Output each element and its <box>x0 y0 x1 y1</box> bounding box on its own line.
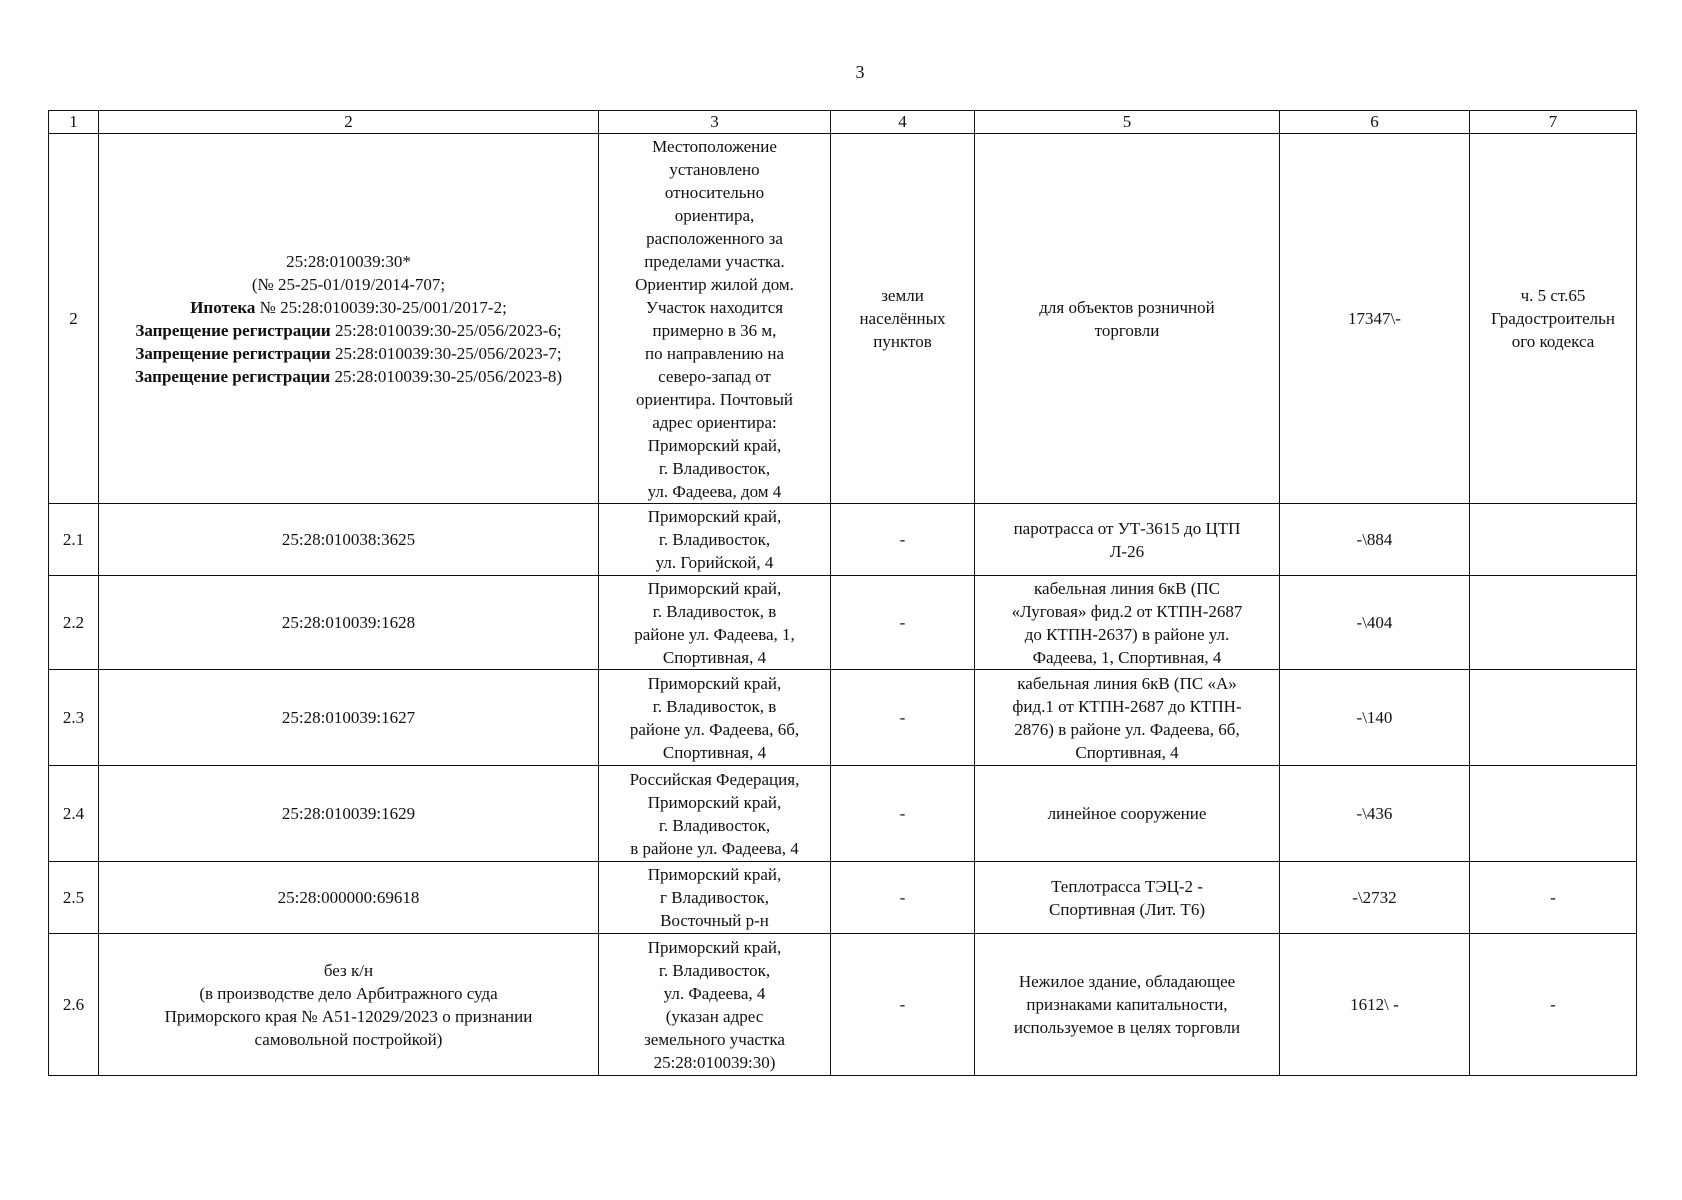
cadastral-number-cell: 25:28:010039:1629 <box>99 766 599 862</box>
area-cell: -\404 <box>1280 576 1470 670</box>
row-number: 2.6 <box>49 934 99 1076</box>
area-cell: -\2732 <box>1280 862 1470 934</box>
permitted-use-cell: кабельная линия 6кВ (ПС «А» фид.1 от КТПН-2687 до КТПН- 2876) в районе ул. Фадеева, 6б, Спортивная, 4 <box>975 670 1280 766</box>
col-header-6: 6 <box>1280 111 1470 134</box>
col-header-1: 1 <box>49 111 99 134</box>
row-number: 2.4 <box>49 766 99 862</box>
cadastral-number-cell: 25:28:000000:69618 <box>99 862 599 934</box>
cadastral-number-cell: 25:28:010039:1628 <box>99 576 599 670</box>
basis-cell: ч. 5 ст.65 Градостроительн ого кодекса <box>1470 134 1637 504</box>
col-header-5: 5 <box>975 111 1280 134</box>
parcel-text: 25:28:010039:30-25/056/2023-7; <box>330 343 562 363</box>
cadastral-number-cell: 25:28:010038:3625 <box>99 504 599 576</box>
area-cell: 1612\ - <box>1280 934 1470 1076</box>
encumbrance-label: Запрещение регистрации <box>135 320 331 340</box>
table-row <box>49 934 1637 1076</box>
land-category-cell: земли населённых пунктов <box>831 134 975 504</box>
location-cell: Приморский край, г. Владивосток, ул. Фадеева, 4 (указан адрес земельного участка 25:28:010039:30) <box>599 934 831 1076</box>
land-category-cell: - <box>831 934 975 1076</box>
area-cell: 17347\- <box>1280 134 1470 504</box>
table-row <box>49 862 1637 934</box>
col-header-2: 2 <box>99 111 599 134</box>
basis-cell <box>1470 766 1637 862</box>
area-cell: -\436 <box>1280 766 1470 862</box>
page-number: 3 <box>855 62 865 82</box>
land-parcels-table <box>48 110 1637 1076</box>
area-cell: -\140 <box>1280 670 1470 766</box>
cadastral-number-cell: 25:28:010039:1627 <box>99 670 599 766</box>
parcel-text: 25:28:010039:30-25/056/2023-6; <box>330 320 562 340</box>
basis-cell: - <box>1470 934 1637 1076</box>
col-header-7: 7 <box>1470 111 1637 134</box>
permitted-use-cell: для объектов розничной торговли <box>975 134 1280 504</box>
basis-cell: - <box>1470 862 1637 934</box>
cadastral-number-cell <box>99 134 599 504</box>
table-row <box>49 766 1637 862</box>
area-cell: -\884 <box>1280 504 1470 576</box>
table-row <box>49 670 1637 766</box>
location-cell: Местоположение установлено относительно ориентира, расположенного за пределами участка. Ориентир жилой дом. Участок находится примерно в 36 м, по направлению на северо-запад от ориентира. Почтовый адрес ориентира: Приморский край, г. Владивосток, ул. Фадеева, дом 4 <box>599 134 831 504</box>
row-number: 2.3 <box>49 670 99 766</box>
table-row <box>49 504 1637 576</box>
permitted-use-cell: паротрасса от УТ-3615 до ЦТП Л-26 <box>975 504 1280 576</box>
cadastral-number-cell: без к/н (в производстве дело Арбитражного суда Приморского края № А51-12029/2023 о признании самовольной постройкой) <box>99 934 599 1076</box>
parcel-text: 25:28:010039:30-25/056/2023-8) <box>330 366 563 386</box>
land-category-cell: - <box>831 576 975 670</box>
encumbrance-label: Ипотека <box>190 297 256 317</box>
permitted-use-cell: кабельная линия 6кВ (ПС «Луговая» фид.2 от КТПН-2687 до КТПН-2637) в районе ул. Фадеева, 1, Спортивная, 4 <box>975 576 1280 670</box>
basis-cell <box>1470 504 1637 576</box>
encumbrance-label: Запрещение регистрации <box>134 366 331 386</box>
parcel-text: № 25:28:010039:30-25/001/2017-2; <box>259 297 507 317</box>
location-cell: Приморский край, г. Владивосток, в районе ул. Фадеева, 1, Спортивная, 4 <box>599 576 831 670</box>
row-number: 2.2 <box>49 576 99 670</box>
basis-cell <box>1470 576 1637 670</box>
row-number: 2 <box>49 134 99 504</box>
col-header-3: 3 <box>599 111 831 134</box>
permitted-use-cell: Нежилое здание, обладающее признаками капитальности, используемое в целях торговли <box>975 934 1280 1076</box>
land-category-cell: - <box>831 766 975 862</box>
header-row <box>49 111 1637 134</box>
permitted-use-cell: Теплотрасса ТЭЦ-2 - Спортивная (Лит. Т6) <box>975 862 1280 934</box>
location-cell: Приморский край, г Владивосток, Восточный р-н <box>599 862 831 934</box>
table-row <box>49 576 1637 670</box>
basis-cell <box>1470 670 1637 766</box>
row-number: 2.5 <box>49 862 99 934</box>
permitted-use-cell: линейное сооружение <box>975 766 1280 862</box>
table-row <box>49 134 1637 504</box>
land-category-cell: - <box>831 670 975 766</box>
row-number: 2.1 <box>49 504 99 576</box>
col-header-4: 4 <box>831 111 975 134</box>
parcel-text: 25:28:010039:30* (№ 25-25-01/019/2014-707; <box>251 251 446 294</box>
location-cell: Приморский край, г. Владивосток, ул. Горийской, 4 <box>599 504 831 576</box>
location-cell: Приморский край, г. Владивосток, в районе ул. Фадеева, 6б, Спортивная, 4 <box>599 670 831 766</box>
land-category-cell: - <box>831 504 975 576</box>
land-category-cell: - <box>831 862 975 934</box>
encumbrance-label: Запрещение регистрации <box>135 343 331 363</box>
location-cell: Российская Федерация, Приморский край, г. Владивосток, в районе ул. Фадеева, 4 <box>599 766 831 862</box>
